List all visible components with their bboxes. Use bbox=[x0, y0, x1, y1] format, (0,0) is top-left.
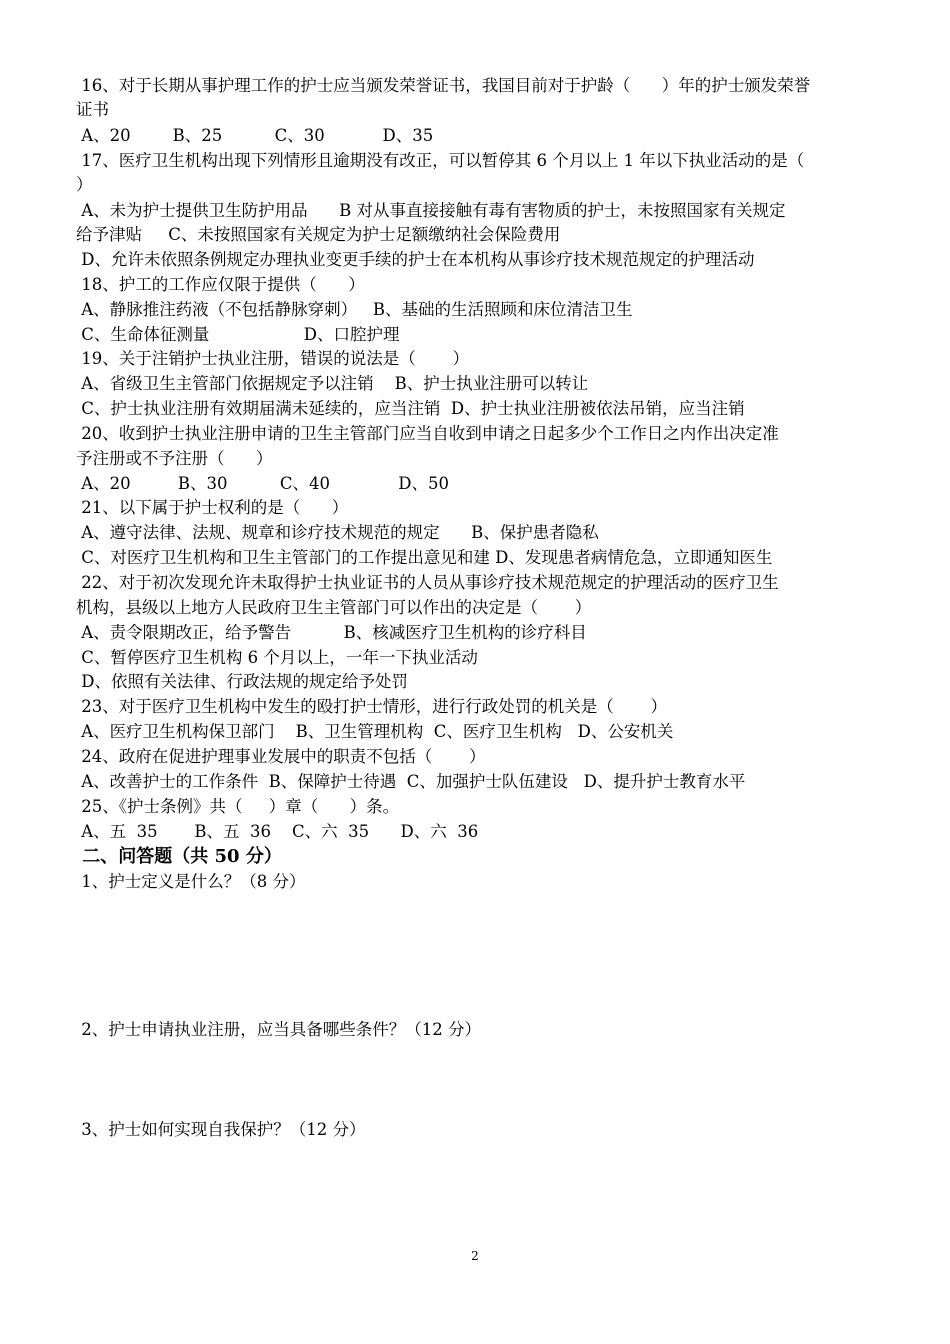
question-24-options: A、改善护士的工作条件 B、保障护士待遇 C、加强护士队伍建设 D、提升护士教育水平 bbox=[76, 772, 746, 791]
question-22-option-line-1: A、责令限期改正，给予警告 B、核减医疗卫生机构的诊疗科目 bbox=[76, 623, 587, 642]
question-22-stem-line-2: 机构，县级以上地方人民政府卫生主管部门可以作出的决定是（ ） bbox=[76, 598, 592, 617]
question-23-options: A、医疗卫生机构保卫部门 B、卫生管理机构 C、医疗卫生机构 D、公安机关 bbox=[76, 722, 674, 741]
question-22-option-line-2: C、暂停医疗卫生机构 6 个月以上，一年一下执业活动 bbox=[76, 648, 478, 667]
question-20-stem-line-1: 20、收到护士执业注册申请的卫生主管部门应当自收到申请之日起多少个工作日之内作出决定准 bbox=[76, 424, 779, 443]
question-17-option-line-3: D、允许未依照条例规定办理执业变更手续的护士在本机构从事诊疗技术规范规定的护理活动 bbox=[76, 250, 755, 269]
question-25-stem: 25、《护士条例》共（ ）章（ ）条。 bbox=[76, 797, 400, 816]
essay-question-3: 3、护士如何实现自我保护？（12 分） bbox=[76, 1120, 366, 1139]
question-21-option-line-2: C、对医疗卫生机构和卫生主管部门的工作提出意见和建 D、发现患者病情危急，立即通知医生 bbox=[76, 548, 773, 567]
question-19-option-line-2: C、护士执业注册有效期届满未延续的，应当注销 D、护士执业注册被依法吊销，应当注销 bbox=[76, 399, 745, 418]
page-number: 2 bbox=[471, 1249, 479, 1263]
question-18-option-line-1: A、静脉推注药液（不包括静脉穿刺） B、基础的生活照顾和床位清洁卫生 bbox=[76, 300, 633, 319]
question-23-stem: 23、对于医疗卫生机构中发生的殴打护士情形，进行行政处罚的机关是（ ） bbox=[76, 697, 667, 716]
question-17-stem-line-2: ） bbox=[76, 175, 93, 194]
question-16-options: A、20 B、25 C、30 D、35 bbox=[76, 126, 434, 145]
question-16-stem-line-1: 16、对于长期从事护理工作的护士应当颁发荣誉证书，我国目前对于护龄（ ）年的护士颁发荣誉 bbox=[76, 76, 811, 95]
question-17-stem-line-1: 17、医疗卫生机构出现下列情形且逾期没有改正，可以暂停其 6 个月以上 1 年以下执业活动的是（ bbox=[76, 151, 805, 170]
essay-question-2: 2、护士申请执业注册，应当具备哪些条件？（12 分） bbox=[76, 1020, 481, 1039]
question-22-option-line-3: D、依照有关法律、行政法规的规定给予处罚 bbox=[76, 672, 408, 691]
question-24-stem: 24、政府在促进护理事业发展中的职责不包括（ ） bbox=[76, 747, 486, 766]
question-20-options: A、20 B、30 C、40 D、50 bbox=[76, 474, 449, 493]
essay-question-1: 1、护士定义是什么？（8 分） bbox=[76, 872, 306, 891]
question-22-stem-line-1: 22、对于初次发现允许未取得护士执业证书的人员从事诊疗技术规范规定的护理活动的医疗卫生 bbox=[76, 573, 779, 592]
question-21-option-line-1: A、遵守法律、法规、规章和诊疗技术规范的规定 B、保护患者隐私 bbox=[76, 523, 599, 542]
question-18-stem: 18、护工的工作应仅限于提供（ ） bbox=[76, 275, 365, 294]
question-18-option-line-2: C、生命体征测量 D、口腔护理 bbox=[76, 325, 400, 344]
question-19-stem: 19、关于注销护士执业注册，错误的说法是（ ） bbox=[76, 349, 469, 368]
question-17-option-line-1: A、未为护士提供卫生防护用品 B 对从事直接接触有毒有害物质的护士，未按照国家有关规定 bbox=[76, 201, 786, 220]
section-heading: 二、问答题（共 50 分） bbox=[76, 846, 282, 867]
question-16-stem-line-2: 证书 bbox=[76, 100, 109, 119]
question-20-stem-line-2: 予注册或不予注册（ ） bbox=[76, 449, 273, 468]
question-21-stem: 21、以下属于护士权利的是（ ） bbox=[76, 498, 349, 517]
question-19-option-line-1: A、省级卫生主管部门依据规定予以注销 B、护士执业注册可以转让 bbox=[76, 374, 589, 393]
question-17-option-line-2: 给予津贴 C、未按照国家有关规定为护士足额缴纳社会保险费用 bbox=[76, 225, 561, 244]
question-25-options: A、五 35 B、五 36 C、六 35 D、六 36 bbox=[76, 822, 479, 841]
